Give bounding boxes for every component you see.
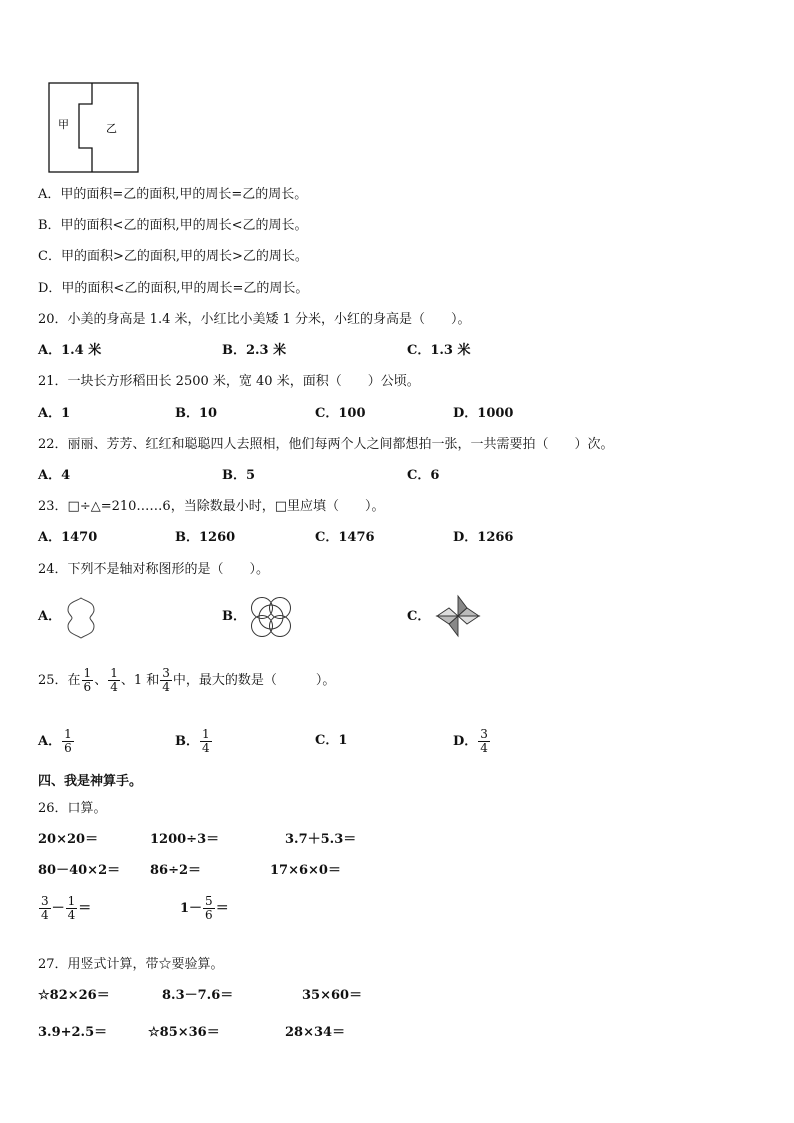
q27-item: 3.9+2.5＝ bbox=[38, 1025, 108, 1040]
q26-item: 1200÷3＝ bbox=[150, 832, 220, 847]
q23-stem: 23．□÷△=210……6，当除数最小时，□里应填（ ）。 bbox=[38, 499, 385, 514]
q20-option-c: C．1.3 米 bbox=[407, 343, 471, 358]
q21-stem: 21．一块长方形稻田长 2500 米，宽 40 米，面积（ ）公顷。 bbox=[38, 374, 420, 389]
q23-option-a: A．1470 bbox=[38, 530, 98, 545]
q19-option-c: C．甲的面积>乙的面积,甲的周长>乙的周长。 bbox=[38, 249, 308, 264]
q20-option-a: A．1.4 米 bbox=[38, 343, 102, 358]
q27-stem: 27．用竖式计算，带☆要验算。 bbox=[38, 957, 224, 972]
q21-option-a: A．1 bbox=[38, 406, 71, 421]
q20-stem: 20．小美的身高是 1.4 米，小红比小美矮 1 分米，小红的身高是（ ）。 bbox=[38, 312, 471, 327]
q23-option-d: D．1266 bbox=[453, 530, 514, 545]
q25-prefix: 25．在 bbox=[38, 673, 81, 688]
q22-stem: 22．丽丽、芳芳、红红和聪聪四人去照相，他们每两个人之间都想拍一张，一共需要拍（ ）次。 bbox=[38, 437, 614, 452]
q25-option-c: C．1 bbox=[315, 733, 348, 748]
q23-option-b: B．1260 bbox=[175, 530, 236, 545]
q26-fraction-subtraction: $\frac{3}{4}$ － $\frac{1}{4}$ ＝ bbox=[41, 894, 92, 922]
q26-item: 3.7＋5.3＝ bbox=[285, 832, 357, 847]
q19-option-a: A．甲的面积=乙的面积,甲的周长=乙的周长。 bbox=[38, 187, 308, 202]
four-circle-flower-image bbox=[247, 595, 295, 641]
fraction-one-quarter: $\frac{1}{4}$ bbox=[110, 666, 118, 694]
q22-option-a: A．4 bbox=[38, 468, 71, 483]
q21-option-d: D．1000 bbox=[453, 406, 514, 421]
q26-item: 80－40×2＝ bbox=[38, 863, 121, 878]
q24-stem: 24．下列不是轴对称图形的是（ ）。 bbox=[38, 562, 270, 577]
q26-item: 17×6×0＝ bbox=[270, 863, 341, 878]
area-perimeter-figure bbox=[48, 82, 140, 174]
q19-option-d: D．甲的面积<乙的面积,甲的周长=乙的周长。 bbox=[38, 281, 309, 296]
q21-option-b: B．10 bbox=[175, 406, 218, 421]
q26-item: 86÷2＝ bbox=[150, 863, 202, 878]
q26-stem: 26．口算。 bbox=[38, 801, 107, 816]
q25-option-a: A． $\frac{1}{6}$ bbox=[38, 727, 72, 755]
figure-label-yi: 乙 bbox=[106, 122, 117, 135]
q27-item: ☆85×36＝ bbox=[148, 1025, 220, 1040]
q27-item: 35×60＝ bbox=[302, 988, 363, 1003]
q26-item: 20×20＝ bbox=[38, 832, 99, 847]
arch-shape-image bbox=[64, 596, 98, 640]
q20-option-b: B．2.3 米 bbox=[222, 343, 287, 358]
fraction-one-sixth: $\frac{1}{6}$ bbox=[83, 666, 92, 694]
figure-label-jia: 甲 bbox=[58, 118, 69, 131]
q23-option-c: C．1476 bbox=[315, 530, 375, 545]
q21-option-c: C．100 bbox=[315, 406, 366, 421]
q24-option-a: A． bbox=[38, 609, 62, 624]
q27-item: 8.3－7.6＝ bbox=[162, 988, 234, 1003]
q25-stem: 25．在 $\frac{1}{6}$ 、 $\frac{1}{4}$ 、1 和 $\frac{3}{4}$ 中，最大的数是（ ）。 bbox=[38, 666, 336, 694]
q26-one-minus-fraction: 1－ $\frac{5}{6}$ ＝ bbox=[180, 894, 229, 922]
q22-option-b: B．5 bbox=[222, 468, 256, 483]
q27-item: ☆82×26＝ bbox=[38, 988, 110, 1003]
q24-option-c: C． bbox=[407, 609, 431, 624]
q22-option-c: C．6 bbox=[407, 468, 440, 483]
pinwheel-image bbox=[434, 594, 482, 638]
fraction-three-quarters: $\frac{3}{4}$ bbox=[162, 666, 170, 694]
q19-option-b: B．甲的面积<乙的面积,甲的周长<乙的周长。 bbox=[38, 218, 308, 233]
q25-option-d: D． $\frac{3}{4}$ bbox=[453, 727, 488, 755]
q25-option-b: B． $\frac{1}{4}$ bbox=[175, 727, 210, 755]
section-4-heading: 四、我是神算手。 bbox=[38, 774, 143, 789]
q27-item: 28×34＝ bbox=[285, 1025, 346, 1040]
q24-option-b: B． bbox=[222, 609, 246, 624]
